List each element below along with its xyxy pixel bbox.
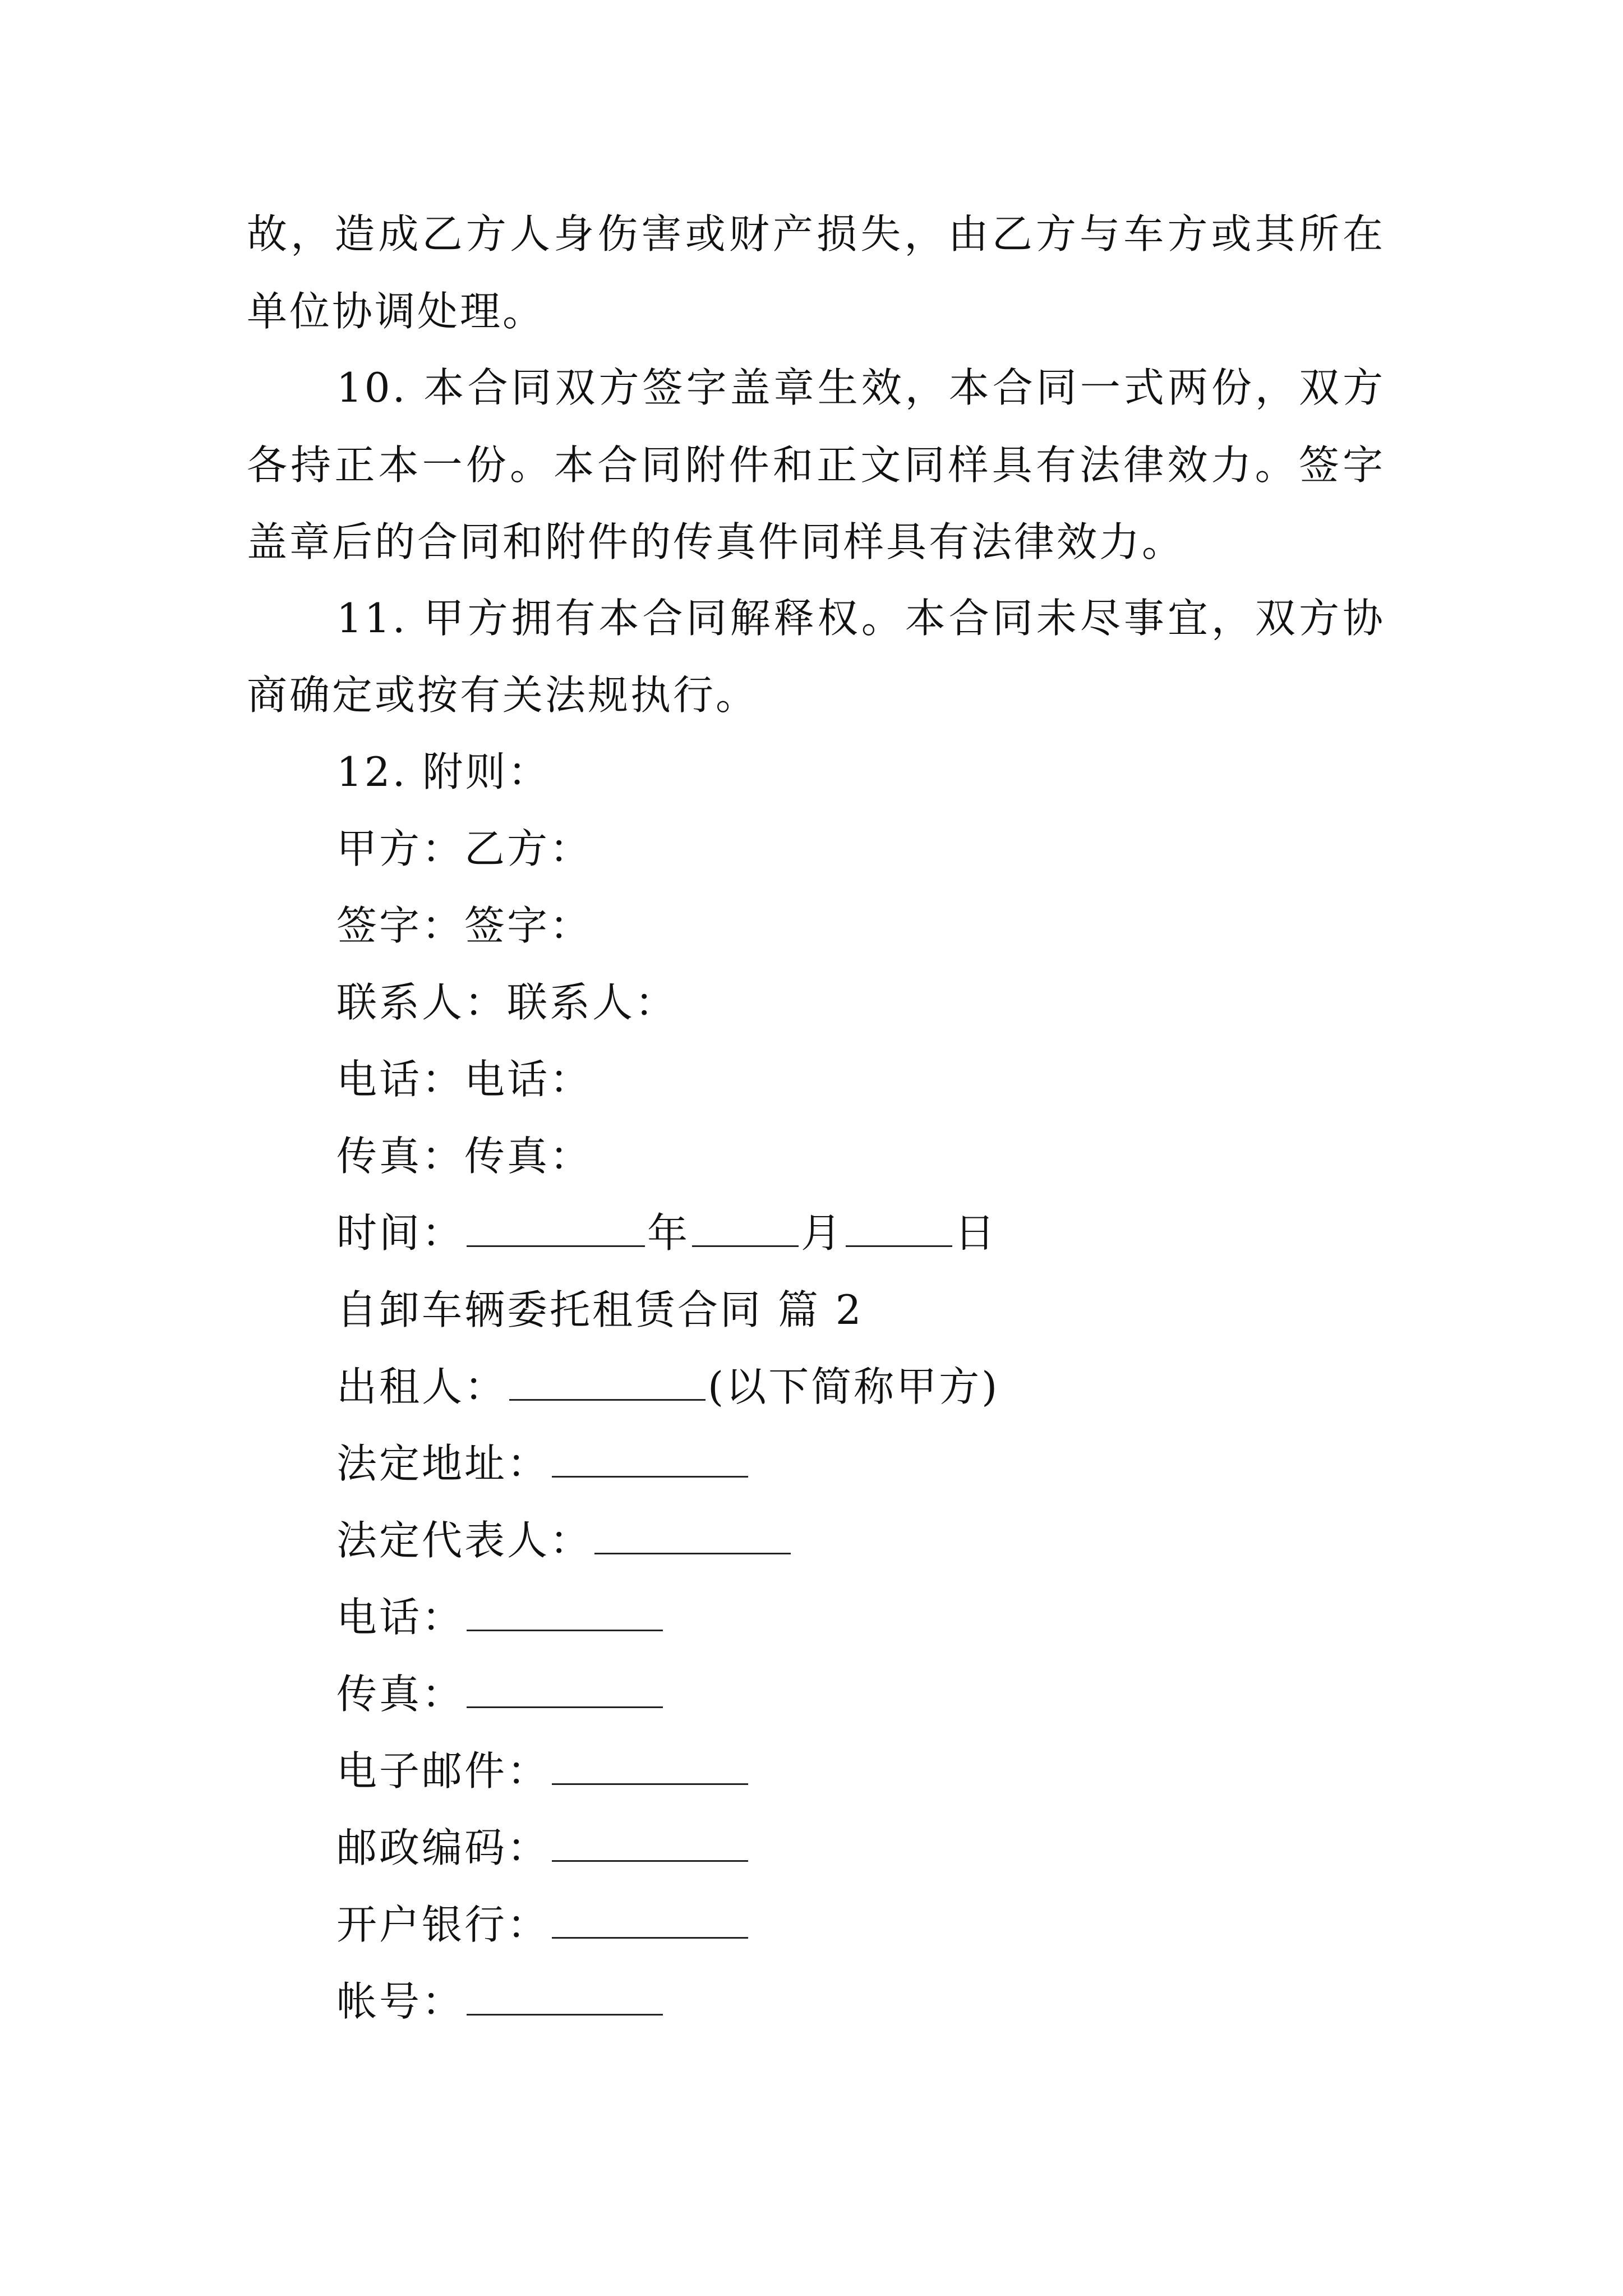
account-line [336,1973,665,2030]
signature-fax-line: 传真：传真： [336,1133,593,1180]
bank-line [336,1897,750,1953]
paragraph-9-line-1: 故，造成乙方人身伤害或财产损失，由乙方与车方或其所在 [247,210,1385,257]
bank-blank [552,1900,748,1939]
bank-label: 开户银行： [336,1901,550,1948]
fax-label: 传真： [336,1671,465,1718]
phone-blank [467,1593,663,1631]
legal-address-label: 法定地址： [336,1440,550,1487]
date-label: 时间： [336,1209,465,1257]
email-line [336,1743,750,1799]
paragraph-11-line-1: 11. 甲方拥有本合同解释权。本合同未尽事宜，双方协 [336,595,1385,642]
postcode-label: 邮政编码： [336,1824,550,1871]
legal-rep-label: 法定代表人： [336,1517,593,1564]
legal-rep-blank [594,1516,791,1554]
year-label: 年 [647,1209,690,1257]
signature-contact-line: 联系人：联系人： [336,979,678,1026]
paragraph-9-line-2: 单位协调处理。 [247,288,546,335]
fax-line [336,1666,665,1722]
lessor-blank [509,1362,706,1401]
email-label: 电子邮件： [336,1747,550,1795]
account-blank [467,1977,663,2016]
year-blank [467,1208,645,1247]
account-label: 帐号： [336,1978,465,2025]
section-title: 自卸车辆委托租赁合同 篇 2 [336,1286,864,1333]
legal-address-blank [552,1439,748,1478]
paragraph-10-line-1: 10. 本合同双方签字盖章生效，本合同一式两份，双方 [336,364,1385,411]
date-line [336,1205,997,1261]
signature-phone-line: 电话：电话： [336,1056,593,1103]
paragraph-11-line-2: 商确定或按有关法规执行。 [247,671,759,719]
lessor-suffix: (以下简称甲方) [708,1363,1000,1410]
fax-blank [467,1669,663,1708]
postcode-blank [552,1823,748,1862]
paragraph-12-appendix: 12. 附则： [336,748,551,795]
signature-sign-line: 签字：签字： [336,902,593,949]
email-blank [552,1746,748,1785]
signature-party-line: 甲方：乙方： [336,825,593,872]
month-label: 月 [801,1209,844,1257]
day-blank [846,1208,952,1247]
lessor-label: 出租人： [336,1363,508,1410]
phone-label: 电话： [336,1594,465,1641]
phone-line [336,1589,665,1645]
legal-rep-line [336,1512,793,1568]
paragraph-10-line-3: 盖章后的合同和附件的传真件同样具有法律效力。 [247,518,1185,565]
paragraph-10-line-2: 各持正本一份。本合同附件和正文同样具有法律效力。签字 [247,441,1385,489]
day-label: 日 [955,1209,998,1257]
legal-address-line [336,1435,750,1492]
lessor-line [336,1359,999,1415]
postcode-line [336,1820,750,1876]
month-blank [692,1208,799,1247]
